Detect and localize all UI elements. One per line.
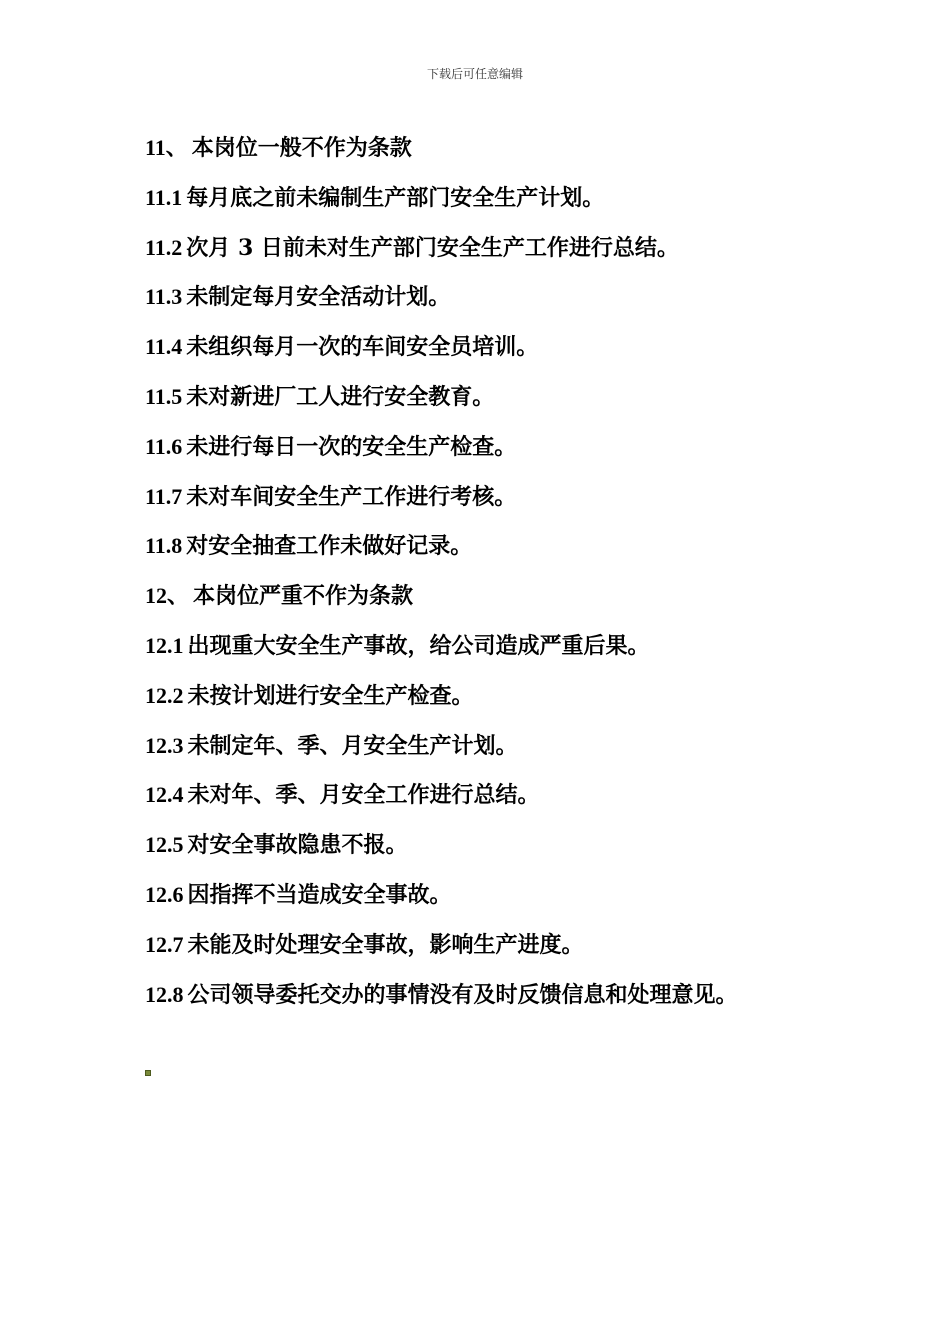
clause-text: 因指挥不当造成安全事故。 <box>187 881 452 908</box>
clause-number: 12.1 <box>145 632 184 658</box>
clause-item <box>145 878 905 928</box>
clause-number: 11、 <box>145 135 188 160</box>
clause-item <box>145 380 905 430</box>
clause-text: 未对车间安全生产工作进行考核。 <box>186 483 517 510</box>
clause-number: 11.4 <box>145 334 183 360</box>
clause-text: 次月 3 日前未对生产部门安全生产工作进行总结。 <box>186 234 679 261</box>
clause-text: 未制定年、季、月安全生产计划。 <box>187 732 518 759</box>
clause-text: 未能及时处理安全事故，影响生产进度。 <box>187 931 584 958</box>
clause-number: 11.5 <box>145 383 183 409</box>
clause-number: 12.8 <box>145 981 184 1007</box>
document-body <box>145 131 905 1027</box>
clause-text: 未进行每日一次的安全生产检查。 <box>186 433 517 460</box>
clause-item <box>145 828 905 878</box>
clause-heading-11 <box>145 131 905 181</box>
clause-item <box>145 629 905 679</box>
clause-item <box>145 480 905 530</box>
clause-number: 11.6 <box>145 433 183 459</box>
clause-number: 12.5 <box>145 832 184 858</box>
clause-text: 未制定每月安全活动计划。 <box>186 284 451 311</box>
clause-text: 每月底之前未编制生产部门安全生产计划。 <box>186 184 605 211</box>
clause-text: 对安全事故隐患不报。 <box>187 832 408 859</box>
clause-number: 11.1 <box>145 184 183 210</box>
page-header: 下载后可任意编辑 <box>426 67 523 81</box>
clause-number: 12.2 <box>145 682 184 708</box>
clause-text: 未按计划进行安全生产检查。 <box>187 682 474 709</box>
clause-item <box>145 778 905 828</box>
clause-item <box>145 231 905 281</box>
clause-text: 公司领导委托交办的事情没有及时反馈信息和处理意见。 <box>187 981 738 1008</box>
clause-item <box>145 679 905 729</box>
clause-item <box>145 729 905 779</box>
clause-heading-12 <box>145 579 905 629</box>
clause-text: 出现重大安全生产事故，给公司造成严重后果。 <box>187 632 650 659</box>
clause-number: 12.6 <box>145 881 184 907</box>
clause-number: 11.2 <box>145 234 183 260</box>
clause-item <box>145 978 905 1028</box>
clause-item <box>145 181 905 231</box>
clause-number: 12.7 <box>145 931 184 957</box>
clause-number: 12.3 <box>145 732 184 758</box>
clause-text: 未对新进厂工人进行安全教育。 <box>186 383 495 410</box>
embedded-object-icon <box>145 1070 151 1076</box>
clause-text: 本岗位一般不作为条款 <box>191 135 412 161</box>
clause-text: 本岗位严重不作为条款 <box>193 583 414 610</box>
clause-number: 12.4 <box>145 782 184 808</box>
clause-text: 未对年、季、月安全工作进行总结。 <box>187 782 540 809</box>
clause-number: 11.8 <box>145 533 183 559</box>
clause-text: 未组织每月一次的车间安全员培训。 <box>186 334 539 361</box>
clause-item <box>145 280 905 330</box>
clause-item <box>145 928 905 978</box>
clause-item <box>145 529 905 579</box>
clause-item <box>145 430 905 480</box>
clause-item <box>145 330 905 380</box>
clause-number: 12、 <box>145 583 190 609</box>
clause-number: 11.7 <box>145 483 183 509</box>
clause-number: 11.3 <box>145 284 183 310</box>
clause-text: 对安全抽查工作未做好记录。 <box>186 533 473 560</box>
